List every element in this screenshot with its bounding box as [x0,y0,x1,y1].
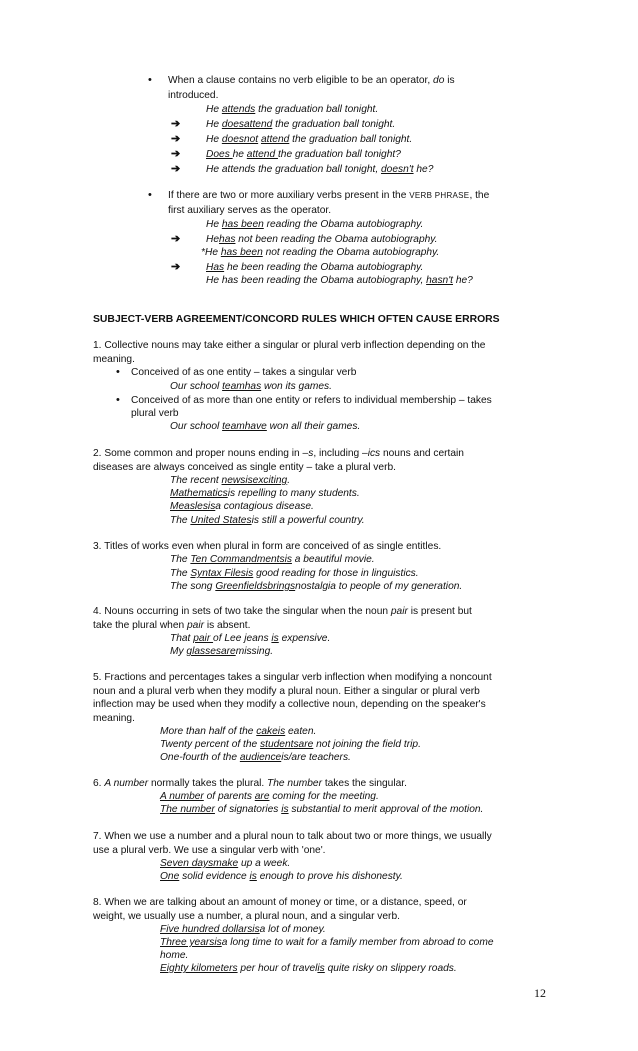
example-line: Three yearsisa long time to wait for a family member from abroad to come [160,937,494,948]
page-number: 12 [534,986,546,1000]
example-line: My glassesaremissing. [170,646,274,657]
arrow-right-icon: ➔ [171,233,181,245]
example-line: More than half of the cakeis eaten. [160,726,317,737]
arrow-right-icon: ➔ [171,133,181,145]
rule-text: diseases are always conceived as single entity – take a plural verb. [93,462,396,473]
rule-text: noun and a plural verb when they modify a plural noun. Either a singular or plural verb [93,686,480,697]
arrow-right-icon: ➔ [171,261,181,273]
example-line: Has he been reading the Obama autobiography. [206,262,424,273]
bullet-text: Conceived of as one entity – takes a singular verb [131,367,357,378]
rule-text: 1. Collective nouns may take either a singular or plural verb inflection depending on the [93,340,486,351]
rule-text: 3. Titles of works even when plural in form are conceived of as single entitles. [93,541,442,552]
example-line: A number of parents are coming for the meeting. [160,791,379,802]
example-line: One solid evidence is enough to prove his dishonesty. [160,871,403,882]
bullet-text: Conceived of as more than one entity or refers to individual membership – takes [131,395,492,406]
example-line: The recent newsisexciting. [170,475,291,486]
example-line: The number of signatories is substantial to merit approval of the motion. [160,804,484,815]
bullet-text: first auxiliary serves as the operator. [168,205,332,216]
example-line: Hehas not been reading the Obama autobiography. [206,234,438,245]
example-line: home. [160,950,189,961]
example-line: He doesattend the graduation ball tonight. [206,119,396,130]
arrow-right-icon: ➔ [171,118,181,130]
example-line: The Syntax Filesis good reading for those in linguistics. [170,568,419,579]
rule-text: 5. Fractions and percentages takes a singular verb inflection when modifying a noncount [93,672,492,683]
example-line: He doesnot attend the graduation ball tonight. [206,134,413,145]
bullet-text: introduced. [168,90,219,101]
section-heading: SUBJECT-VERB AGREEMENT/CONCORD RULES WHICH OFTEN CAUSE ERRORS [93,314,500,325]
example-line: He attends the graduation ball tonight. [206,104,379,115]
rule-text: 8. When we are talking about an amount of money or time, or a distance, speed, or [93,897,467,908]
example-line: He has been reading the Obama autobiography. [206,219,424,230]
rule-text: weight, we usually use a number, a plural noun, and a singular verb. [93,911,400,922]
example-line: Twenty percent of the studentsare not joining the field trip. [160,739,421,750]
rule-text: 2. Some common and proper nouns ending in –s, including –ics nouns and certain [93,448,464,459]
bullet-dot: • [148,74,152,86]
example-line: He has been reading the Obama autobiography, hasn't he? [206,275,473,286]
bullet-text: plural verb [131,408,179,419]
example-line: He attends the graduation ball tonight, doesn't he? [206,164,434,175]
example-line: Our school teamhas won its games. [170,381,332,392]
rule-text: meaning. [93,713,135,724]
example-line: Our school teamhave won all their games. [170,421,361,432]
bullet-dot: • [116,394,120,406]
rule-text: 4. Nouns occurring in sets of two take the singular when the noun pair is present but [93,606,472,617]
arrow-right-icon: ➔ [171,148,181,160]
example-line: That pair of Lee jeans is expensive. [170,633,331,644]
rule-text: take the plural when pair is absent. [93,620,251,631]
example-line: *He has been not reading the Obama autobiography. [201,247,440,258]
bullet-text: If there are two or more auxiliary verbs present in the VERB PHRASE, the [168,190,490,201]
rule-text: 7. When we use a number and a plural noun to talk about two or more things, we usually [93,831,492,842]
rule-text: 6. A number normally takes the plural. The number takes the singular. [93,778,407,789]
example-line: One-fourth of the audienceis/are teachers. [160,752,351,763]
arrow-right-icon: ➔ [171,163,181,175]
example-line: Does he attend the graduation ball tonight? [206,149,401,160]
example-line: The United Statesis still a powerful country. [170,515,365,526]
bullet-dot: • [148,189,152,201]
example-line: The Ten Commandmentsis a beautiful movie. [170,554,375,565]
example-line: The song Greenfieldsbringsnostalgia to people of my generation. [170,581,463,592]
rule-text: inflection may be used when they modify a collective noun, depending on the speaker's [93,699,486,710]
example-line: Mathematicsis repelling to many students. [170,488,360,499]
bullet-text: When a clause contains no verb eligible to be an operator, do is [168,75,455,86]
rule-text: use a plural verb. We use a singular verb with 'one'. [93,845,326,856]
bullet-dot: • [116,366,120,378]
example-line: Eighty kilometers per hour of travelis quite risky on slippery roads. [160,963,457,974]
example-line: Seven daysmake up a week. [160,858,291,869]
example-line: Measlesisa contagious disease. [170,501,314,512]
rule-text: meaning. [93,354,135,365]
example-line: Five hundred dollarsisa lot of money. [160,924,326,935]
